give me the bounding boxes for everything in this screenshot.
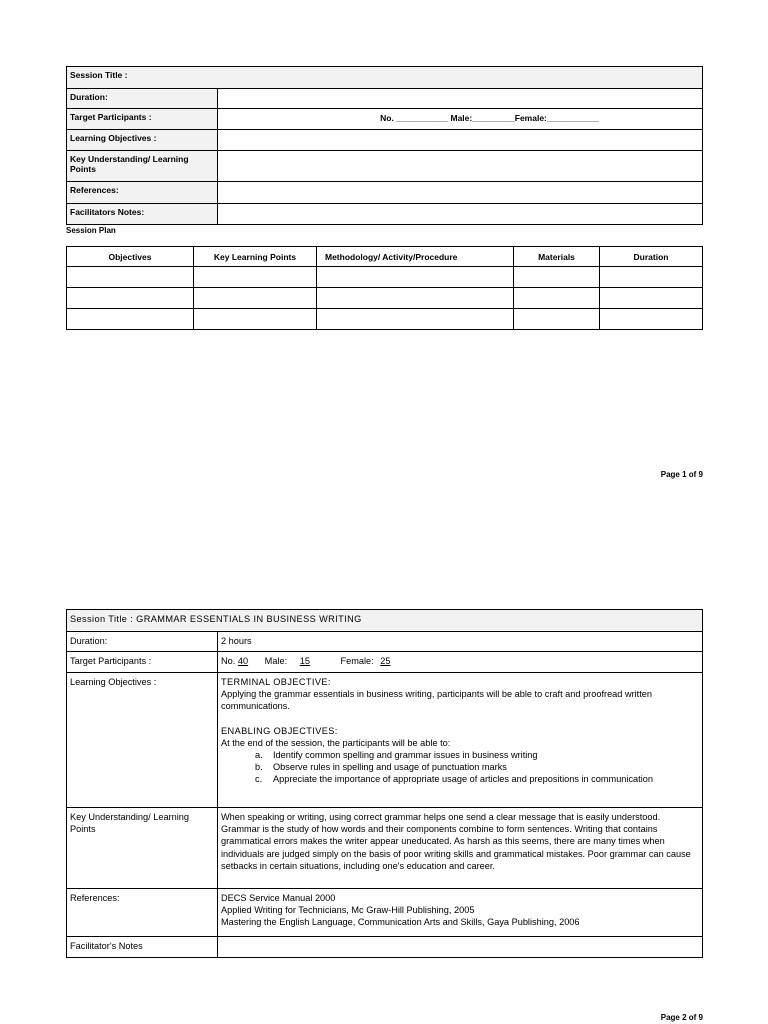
references-value-cell bbox=[218, 182, 703, 204]
session-title-label: Session Title : bbox=[70, 614, 134, 624]
enabling-objectives-list bbox=[221, 749, 699, 786]
session-title-value: GRAMMAR ESSENTIALS IN BUSINESS WRITING bbox=[136, 614, 362, 624]
duration-value-cell bbox=[218, 89, 703, 109]
references-label: References: bbox=[67, 889, 218, 937]
duration-value: 2 hours bbox=[218, 632, 703, 652]
reference-item: Mastering the English Language, Communication Arts and Skills, Gaya Publishing, 2006 bbox=[221, 917, 580, 928]
session-plan-table bbox=[66, 246, 703, 330]
table-row bbox=[67, 309, 703, 330]
session-info-table-blank bbox=[66, 66, 703, 225]
list-item: b. Observe rules in spelling and usage of punctuation marks bbox=[255, 762, 507, 773]
key-understanding-label: Key Understanding/ Learning Points bbox=[67, 151, 218, 182]
session-plan-caption: Session Plan bbox=[66, 226, 116, 235]
page-number: Page 1 of 9 bbox=[660, 470, 703, 479]
terminal-objective-text: Applying the grammar essentials in business writing, participants will be able to craft and proofread written communications. bbox=[221, 689, 653, 712]
male-label: Male: bbox=[264, 656, 288, 666]
no-label: No. bbox=[221, 656, 236, 666]
page-number: Page 2 of 9 bbox=[660, 1013, 703, 1022]
key-understanding-value-cell bbox=[218, 151, 703, 182]
header-key-learning-points: Key Learning Points bbox=[194, 247, 317, 267]
key-understanding-label: Key Understanding/ Learning Points bbox=[67, 808, 218, 889]
session-info-table-filled bbox=[66, 609, 703, 958]
target-participants-blanks: No. ___________ Male:_________Female:___________ bbox=[218, 109, 703, 130]
duration-label: Duration: bbox=[67, 89, 218, 109]
learning-objectives-label: Learning Objectives : bbox=[67, 130, 218, 151]
facilitators-notes-label: Facilitator's Notes bbox=[67, 937, 218, 958]
header-duration: Duration bbox=[600, 247, 703, 267]
enabling-objectives-intro: At the end of the session, the participants will be able to: bbox=[221, 737, 451, 748]
facilitators-notes-value-cell bbox=[218, 937, 703, 958]
header-methodology: Methodology/ Activity/Procedure bbox=[317, 247, 514, 267]
session-title-label: Session Title : bbox=[67, 67, 703, 89]
list-item: a. Identify common spelling and grammar issues in business writing bbox=[255, 750, 538, 761]
target-participants-value bbox=[218, 652, 703, 673]
header-objectives: Objectives bbox=[67, 247, 194, 267]
female-label: Female: bbox=[340, 656, 374, 666]
female-value: 25 bbox=[380, 656, 391, 666]
session-title-row bbox=[67, 610, 703, 632]
reference-item: DECS Service Manual 2000 bbox=[221, 893, 336, 903]
male-value: 15 bbox=[299, 656, 310, 666]
learning-objectives-value-cell bbox=[218, 130, 703, 151]
key-understanding-text: When speaking or writing, using correct grammar helps one send a clear message that is easily understood. Grammar is the study of how words and their components combine to form sentences. Writing that contains grammatical errors makes the writer appear uneducated. As harsh as this seems, there are many times when individuals are judged simply on the basis of poor writing skills and grammatical mistakes. Poor grammar can cause setbacks in certain situations, including one's education and career. bbox=[218, 808, 703, 889]
list-item: c. Appreciate the importance of appropriate usage of articles and prepositions in communication bbox=[255, 774, 653, 785]
table-row bbox=[67, 288, 703, 309]
header-materials: Materials bbox=[514, 247, 600, 267]
duration-label: Duration: bbox=[67, 632, 218, 652]
references-label: References: bbox=[67, 182, 218, 204]
target-participants-label: Target Participants : bbox=[67, 109, 218, 130]
reference-item: Applied Writing for Technicians, Mc Graw-Hill Publishing, 2005 bbox=[221, 905, 475, 916]
table-row bbox=[67, 267, 703, 288]
references-list bbox=[218, 889, 703, 937]
enabling-objectives-heading: ENABLING OBJECTIVES: bbox=[221, 725, 338, 736]
target-participants-label: Target Participants : bbox=[67, 652, 218, 673]
terminal-objective-heading: TERMINAL OBJECTIVE: bbox=[221, 677, 331, 687]
no-value: 40 bbox=[237, 656, 249, 666]
facilitators-notes-value-cell bbox=[218, 204, 703, 225]
learning-objectives-label: Learning Objectives : bbox=[67, 673, 218, 808]
facilitators-notes-label: Facilitators Notes: bbox=[67, 204, 218, 225]
learning-objectives-content bbox=[218, 673, 703, 808]
